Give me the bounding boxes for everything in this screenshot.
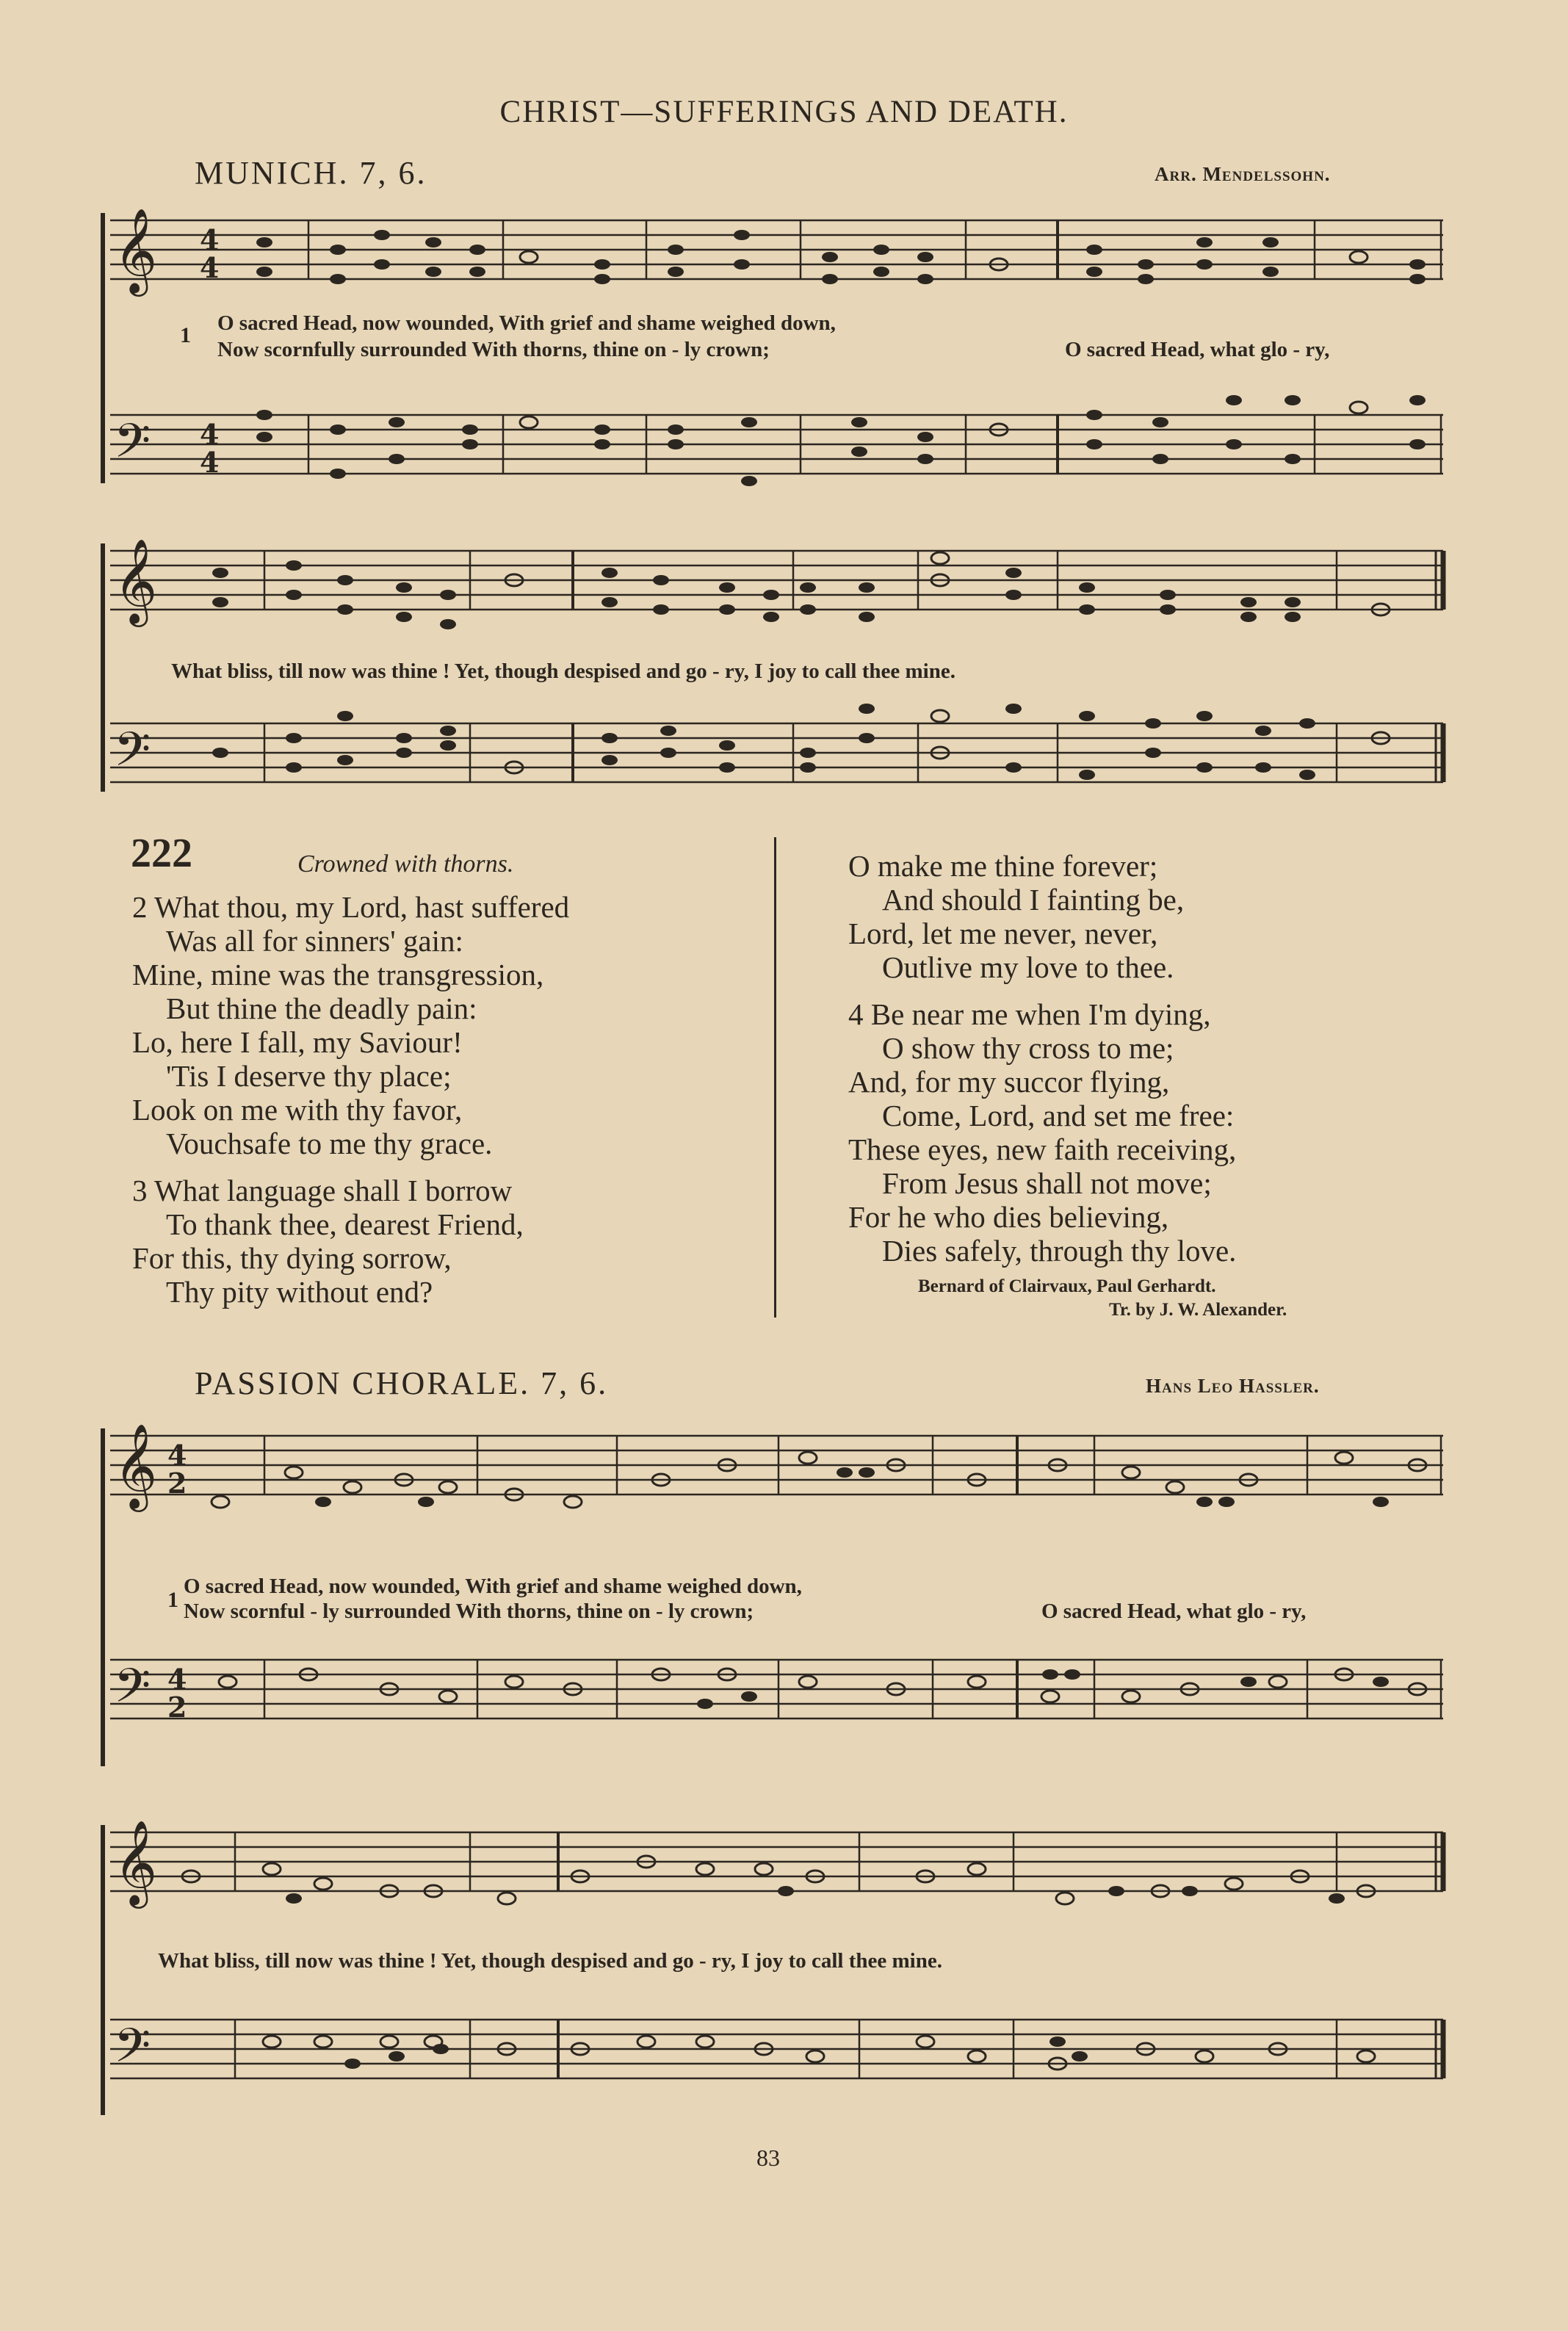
verse-line: 3 What language shall I borrow <box>132 1174 513 1207</box>
verse-line: For he who dies believing, <box>848 1200 1169 1234</box>
passion-lyric-line-1a: O sacred Head, now wounded, With grief and shame weighed down, <box>184 1575 802 1598</box>
hymn-translator: Tr. by J. W. Alexander. <box>1109 1300 1287 1320</box>
svg-text:4: 4 <box>167 1439 187 1472</box>
svg-text:4: 4 <box>167 1663 187 1696</box>
munich-lyric-line-1a: O sacred Head, now wounded, With grief and shame weighed down, <box>217 311 836 335</box>
verse-line: O show thy cross to me; <box>882 1031 1174 1065</box>
verse-line: For this, thy dying sorrow, <box>132 1241 452 1275</box>
verse-line: Dies safely, through thy love. <box>882 1234 1237 1268</box>
passion-stanza-number: 1 <box>167 1588 178 1612</box>
hymn-subtitle: Crowned with thorns. <box>297 850 514 878</box>
verse-line: And should I fainting be, <box>882 883 1185 917</box>
svg-text:𝄢: 𝄢 <box>114 723 151 789</box>
verse-line: Lord, let me never, never, <box>848 917 1158 950</box>
munich-lyric-line-1b: Now scornfully surrounded With thorns, thine on - ly crown; <box>217 338 770 361</box>
svg-text:𝄢: 𝄢 <box>114 1659 151 1725</box>
svg-text:𝄢: 𝄢 <box>114 414 151 480</box>
munich-lyric-line-2: What bliss, till now was thine ! Yet, though despised and go - ry, I joy to call thee mine. <box>171 659 955 683</box>
verse-line: Was all for sinners' gain: <box>166 924 463 958</box>
verse-line: 4 Be near me when I'm dying, <box>848 997 1211 1031</box>
svg-text:4: 4 <box>200 446 220 479</box>
svg-text:4: 4 <box>200 223 220 256</box>
verse-line: To thank thee, dearest Friend, <box>166 1207 524 1241</box>
svg-text:𝄞: 𝄞 <box>114 1819 158 1905</box>
verse-line: Lo, here I fall, my Saviour! <box>132 1025 463 1059</box>
passion-lyric-line-1c: O sacred Head, what glo - ry, <box>1041 1600 1307 1623</box>
svg-text:𝄞: 𝄞 <box>114 538 158 624</box>
verse-line: Come, Lord, and set me free: <box>882 1099 1235 1132</box>
verse-line: Thy pity without end? <box>166 1275 433 1309</box>
munich-tune-title: MUNICH. 7, 6. <box>195 155 427 191</box>
passion-lyric-line-1b: Now scornful - ly surrounded With thorns, thine on - ly crown; <box>184 1600 754 1623</box>
verse-line: 'Tis I deserve thy place; <box>166 1059 452 1093</box>
verse-line: Mine, mine was the transgression, <box>132 958 544 991</box>
munich-stanza-number: 1 <box>180 323 191 347</box>
passion-lyric-line-2: What bliss, till now was thine ! Yet, though despised and go - ry, I joy to call thee mine. <box>158 1949 942 1973</box>
hymn-author: Bernard of Clairvaux, Paul Gerhardt. <box>918 1276 1216 1296</box>
hymn-number: 222 <box>131 831 192 876</box>
verse-line: Outlive my love to thee. <box>882 950 1174 984</box>
svg-text:𝄞: 𝄞 <box>114 207 158 293</box>
passion-tune-title: PASSION CHORALE. 7, 6. <box>195 1365 609 1401</box>
verse-line: These eyes, new faith receiving, <box>848 1132 1237 1166</box>
svg-text:𝄞: 𝄞 <box>114 1423 158 1508</box>
page-number: 83 <box>756 2144 780 2171</box>
section-title: CHRIST—SUFFERINGS AND DEATH. <box>499 95 1069 129</box>
verse-line: From Jesus shall not move; <box>882 1166 1212 1200</box>
verse-line: Vouchsafe to me thy grace. <box>166 1127 493 1160</box>
passion-composer: Hans Leo Hassler. <box>1146 1375 1320 1397</box>
svg-text:4: 4 <box>200 418 220 451</box>
svg-text:𝄢: 𝄢 <box>114 2019 151 2085</box>
verse-line: Look on me with thy favor, <box>132 1093 463 1127</box>
verse-line: 2 What thou, my Lord, hast suffered <box>132 890 570 924</box>
verse-line: But thine the deadly pain: <box>166 991 477 1025</box>
verse-line: And, for my succor flying, <box>848 1065 1170 1099</box>
verse-line: O make me thine forever; <box>848 849 1158 883</box>
svg-text:4: 4 <box>200 251 220 284</box>
svg-text:2: 2 <box>167 1467 187 1500</box>
munich-arranger: Arr. Mendelssohn. <box>1155 163 1331 185</box>
svg-text:2: 2 <box>167 1691 187 1724</box>
munich-lyric-line-1c: O sacred Head, what glo - ry, <box>1065 338 1330 361</box>
